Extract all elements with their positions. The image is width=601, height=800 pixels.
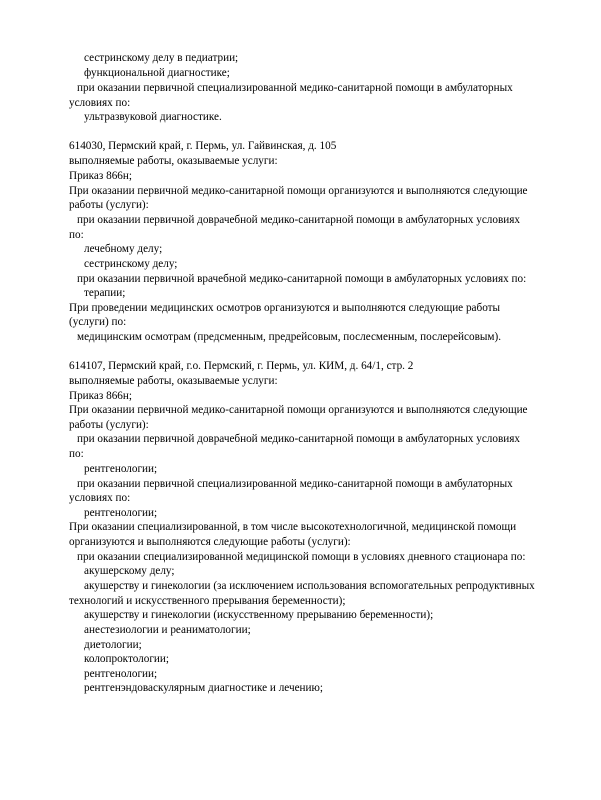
text-line: диетологии; xyxy=(84,639,142,651)
text-line: при оказании первичной доврачебной медико-санитарной помощи в амбулаторных условиях xyxy=(77,433,520,445)
text-line: Приказ 866н; xyxy=(69,390,132,402)
text-line: анестезиологии и реаниматологии; xyxy=(84,624,251,636)
text-line: При проведении медицинских осмотров организуются и выполняются следующие работы xyxy=(69,302,501,314)
text-line: сестринскому делу; xyxy=(84,258,178,270)
text-line: ультразвуковой диагностике. xyxy=(84,111,222,123)
text-line: условиях по: xyxy=(69,97,131,109)
text-line: технологий и искусственного прерывания беременности); xyxy=(69,595,346,607)
text-line: лечебному делу; xyxy=(84,243,163,255)
text-line: рентгенологии; xyxy=(84,463,158,475)
text-line: организуются и выполняются следующие работы (услуги): xyxy=(69,536,351,548)
text-line: акушерству и гинекологии (за исключением использования вспомогательных репродуктивных xyxy=(84,580,535,592)
text-line: (услуги) по: xyxy=(69,316,127,328)
text-line: работы (услуги): xyxy=(69,199,149,211)
text-line: выполняемые работы, оказываемые услуги: xyxy=(69,375,278,387)
text-line: рентгенэндоваскулярным диагностике и лечению; xyxy=(84,682,323,694)
text-line: рентгенологии; xyxy=(84,507,158,519)
text-line: при оказании первичной врачебной медико-санитарной помощи в амбулаторных условиях по: xyxy=(77,273,527,285)
text-line: медицинским осмотрам (предсменным, предрейсовым, послесменным, послерейсовым). xyxy=(77,331,501,343)
text-line: При оказании первичной медико-санитарной помощи организуются и выполняются следующие xyxy=(69,404,528,416)
text-line: При оказании первичной медико-санитарной помощи организуются и выполняются следующие xyxy=(69,185,528,197)
text-line: при оказании первичной доврачебной медико-санитарной помощи в амбулаторных условиях xyxy=(77,214,520,226)
text-line: выполняемые работы, оказываемые услуги: xyxy=(69,155,278,167)
text-line: работы (услуги): xyxy=(69,419,149,431)
text-line: сестринскому делу в педиатрии; xyxy=(84,52,239,64)
text-line: При оказании специализированной, в том числе высокотехнологичной, медицинской помощи xyxy=(69,521,517,533)
text-line: условиях по: xyxy=(69,492,131,504)
text-line: колопроктологии; xyxy=(84,653,169,665)
text-line: при оказании специализированной медицинской помощи в условиях дневного стационара по: xyxy=(77,551,526,563)
address-heading: 614030, Пермский край, г. Пермь, ул. Гайвинская, д. 105 xyxy=(69,140,337,152)
text-line: Приказ 866н; xyxy=(69,170,132,182)
text-line: при оказании первичной специализированной медико-санитарной помощи в амбулаторных xyxy=(77,82,513,94)
text-line: терапии; xyxy=(84,287,126,299)
text-line: при оказании первичной специализированной медико-санитарной помощи в амбулаторных xyxy=(77,478,513,490)
text-line: акушерскому делу; xyxy=(84,565,175,577)
text-line: по: xyxy=(69,448,84,460)
text-line: по: xyxy=(69,229,84,241)
text-line: рентгенологии; xyxy=(84,668,158,680)
text-line: акушерству и гинекологии (искусственному прерыванию беременности); xyxy=(84,609,434,621)
text-line: функциональной диагностике; xyxy=(84,67,230,79)
address-heading: 614107, Пермский край, г.о. Пермский, г. Пермь, ул. КИМ, д. 64/1, стр. 2 xyxy=(69,360,414,372)
